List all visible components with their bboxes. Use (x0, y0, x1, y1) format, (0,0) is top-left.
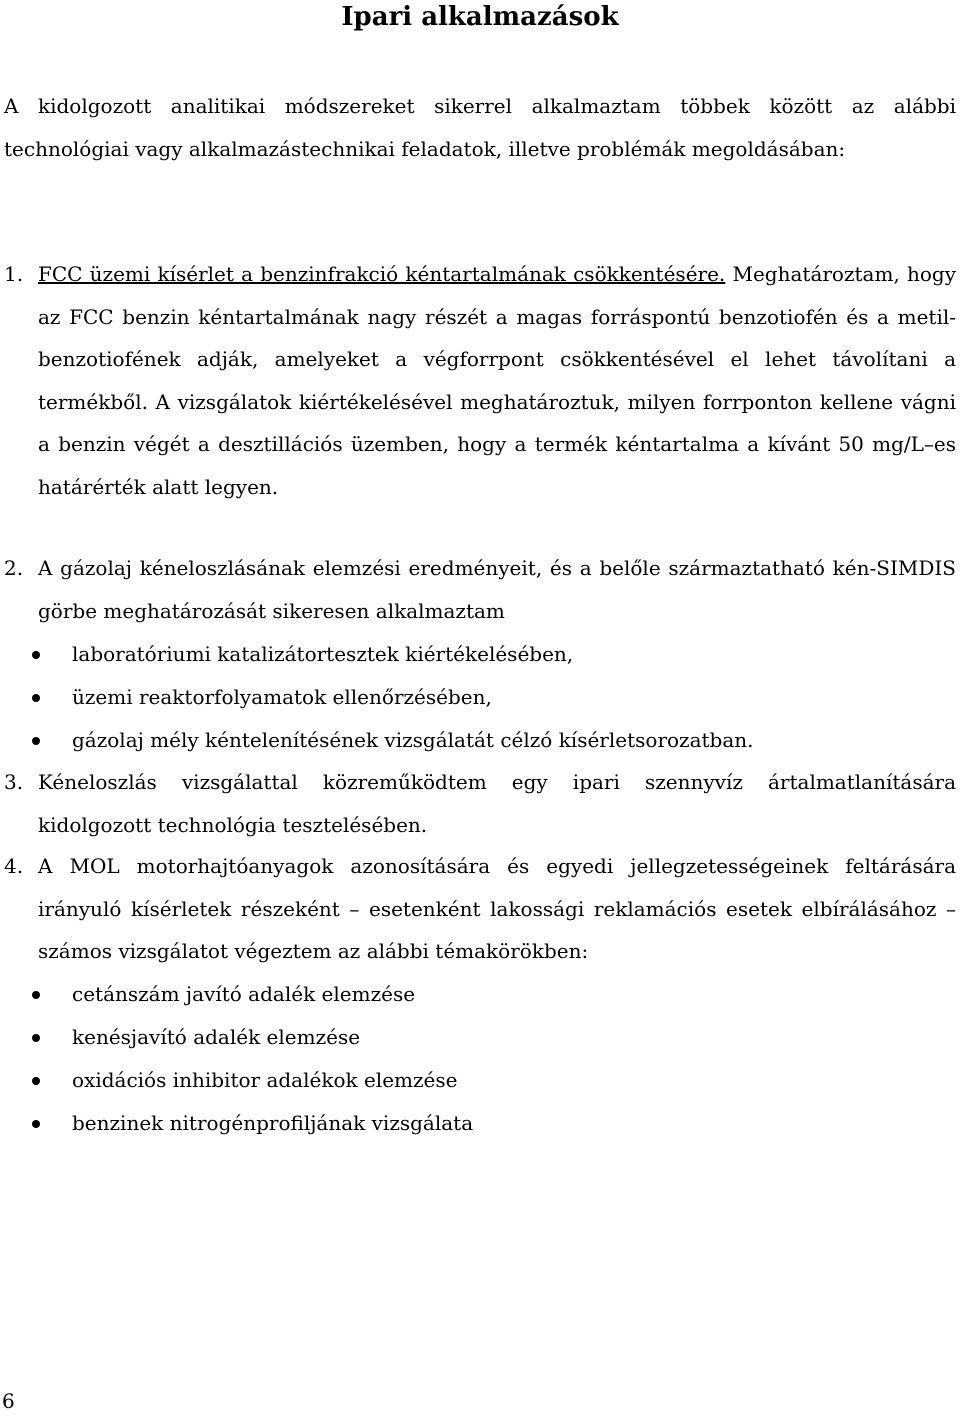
bullet-item: laboratóriumi katalizátortesztek kiértékelésében, (0, 633, 952, 676)
item-text: Kéneloszlás vizsgálattal közreműködtem egy ipari szennyvíz ártalmatlanítására kidolgozott technológia tesztelésében. (38, 770, 956, 837)
bullet-item: benzinek nitrogénprofiljának vizsgálata (0, 1102, 952, 1145)
item-text: Meghatároztam, hogy az FCC benzin kéntartalmának nagy részét a magas forráspontú benzotiofén és a metil-benzotiofének adják, amelyeket a végforrpont csökkentésével el lehet távolítani a termékből. A vizsgálatok kiértékelésével meghatároztuk, milyen forrponton kellene vágni a benzin végét a desztillációs üzemben, hogy a termék kéntartalma a kívánt 50 mg/L–es határérték alatt legyen. (38, 262, 956, 499)
list-item-3 (4, 761, 956, 846)
bullet-icon (32, 737, 40, 745)
item-number: 4. (4, 854, 24, 878)
bullet-icon (32, 694, 40, 702)
item-text: A MOL motorhajtóanyagok azonosítására és egyedi jellegzetességeinek feltárására irányuló kísérletek részeként – esetenként lakossági reklamációs esetek elbírálásához – számos vizsgálatot végeztem az alábbi témakörökben: (38, 854, 956, 963)
bullet-icon (32, 1077, 40, 1085)
page-number: 6 (2, 1389, 15, 1413)
bullet-item: üzemi reaktorfolyamatok ellenőrzésében, (0, 676, 952, 719)
bullet-icon (32, 1034, 40, 1042)
item-text: A gázolaj kéneloszlásának elemzési eredményeit, és a belőle származtatható kén-SIMDIS görbe meghatározását sikeresen alkalmaztam (38, 556, 956, 623)
bullet-icon (32, 1120, 40, 1128)
page-title: Ipari alkalmazások (341, 2, 619, 32)
bullet-item: gázolaj mély kéntelenítésének vizsgálatát célzó kísérletsorozatban. (0, 719, 952, 762)
list-item-1 (4, 253, 956, 508)
item-number: 3. (4, 770, 24, 794)
item-number: 2. (4, 556, 24, 580)
bullet-item: kenésjavító adalék elemzése (0, 1016, 952, 1059)
bullet-item: oxidációs inhibitor adalékok elemzése (0, 1059, 952, 1102)
bullet-icon (32, 991, 40, 999)
list-item-4 (4, 845, 956, 973)
bullet-icon (32, 651, 40, 659)
bullet-item: cetánszám javító adalék elemzése (0, 973, 952, 1016)
intro-paragraph: A kidolgozott analitikai módszereket sikerrel alkalmaztam többek között az alábbi technológiai vagy alkalmazástechnikai feladatok, illetve problémák megoldásában: (4, 94, 956, 161)
item-number: 1. (4, 262, 24, 286)
item-heading: FCC üzemi kísérlet a benzinfrakció kéntartalmának csökkentésére. (38, 262, 726, 286)
bullet-list-2 (0, 633, 952, 762)
bullet-list-4 (0, 973, 952, 1145)
list-item-2 (4, 547, 956, 632)
